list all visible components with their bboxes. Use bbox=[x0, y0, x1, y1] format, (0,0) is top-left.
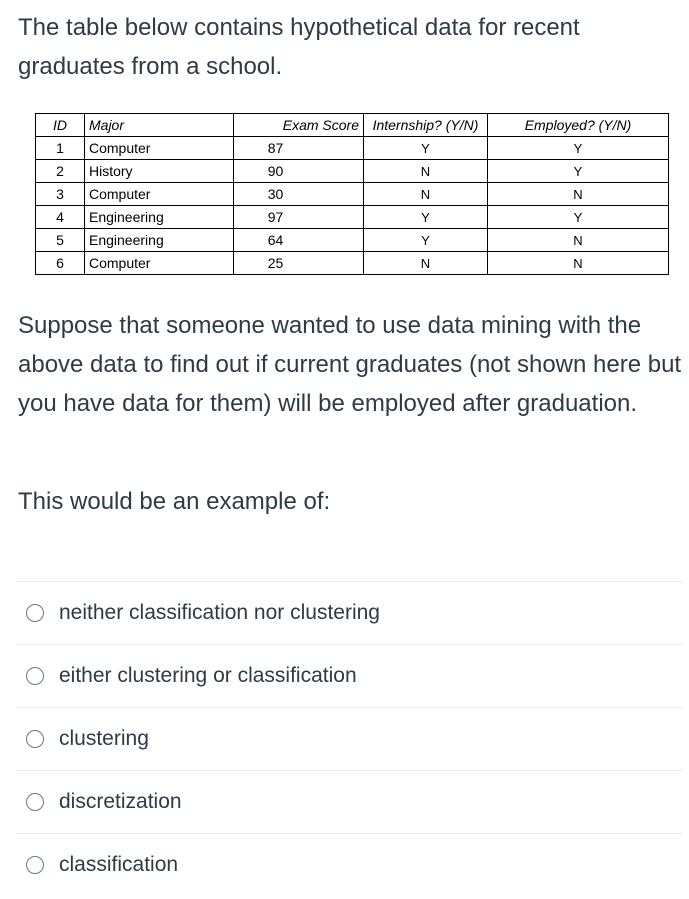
cell-internship: N bbox=[364, 160, 488, 183]
cell-exam-score: 97 bbox=[234, 206, 364, 229]
header-internship: Internship? (Y/N) bbox=[364, 114, 488, 137]
radio-button[interactable] bbox=[26, 667, 44, 685]
cell-employed: N bbox=[488, 252, 669, 275]
cell-major: Engineering bbox=[85, 229, 234, 252]
answer-label[interactable]: clustering bbox=[59, 727, 149, 750]
cell-internship: N bbox=[364, 252, 488, 275]
intro-text: The table below contains hypothetical data for recent graduates from a school. bbox=[18, 14, 580, 80]
table-row bbox=[36, 206, 669, 229]
cell-major: History bbox=[85, 160, 234, 183]
answer-option[interactable] bbox=[16, 644, 682, 707]
header-id: ID bbox=[36, 114, 85, 137]
cell-id: 1 bbox=[36, 137, 85, 160]
answer-option[interactable] bbox=[16, 770, 682, 833]
cell-employed: Y bbox=[488, 160, 669, 183]
cell-internship: Y bbox=[364, 206, 488, 229]
cell-internship: Y bbox=[364, 137, 488, 160]
table-row bbox=[36, 252, 669, 275]
cell-major: Computer bbox=[85, 137, 234, 160]
cell-major: Engineering bbox=[85, 206, 234, 229]
header-major: Major bbox=[85, 114, 234, 137]
cell-id: 2 bbox=[36, 160, 85, 183]
table-row bbox=[36, 229, 669, 252]
cell-id: 5 bbox=[36, 229, 85, 252]
header-exam-score: Exam Score bbox=[234, 114, 364, 137]
radio-button[interactable] bbox=[26, 856, 44, 874]
table-row bbox=[36, 160, 669, 183]
answer-option[interactable] bbox=[16, 833, 682, 896]
cell-major: Computer bbox=[85, 183, 234, 206]
graduates-table bbox=[35, 113, 669, 275]
cell-major: Computer bbox=[85, 252, 234, 275]
radio-button[interactable] bbox=[26, 793, 44, 811]
cell-exam-score: 30 bbox=[234, 183, 364, 206]
cell-id: 3 bbox=[36, 183, 85, 206]
answer-label[interactable]: classification bbox=[59, 853, 179, 876]
answer-label[interactable]: either clustering or classification bbox=[59, 664, 357, 687]
radio-button[interactable] bbox=[26, 730, 44, 748]
header-employed: Employed? (Y/N) bbox=[488, 114, 669, 137]
cell-internship: N bbox=[364, 183, 488, 206]
radio-button[interactable] bbox=[26, 604, 44, 622]
answer-option[interactable] bbox=[16, 581, 682, 644]
cell-exam-score: 90 bbox=[234, 160, 364, 183]
cell-employed: N bbox=[488, 183, 669, 206]
cell-employed: N bbox=[488, 229, 669, 252]
question-prompt: This would be an example of: bbox=[18, 488, 331, 515]
table-header-row bbox=[36, 114, 669, 137]
cell-id: 6 bbox=[36, 252, 85, 275]
question-text: Suppose that someone wanted to use data mining with the above data to find out if current graduates (not shown here but you have data for them) will be employed after graduation. bbox=[18, 312, 682, 417]
cell-exam-score: 64 bbox=[234, 229, 364, 252]
cell-id: 4 bbox=[36, 206, 85, 229]
cell-employed: Y bbox=[488, 137, 669, 160]
cell-exam-score: 87 bbox=[234, 137, 364, 160]
cell-employed: Y bbox=[488, 206, 669, 229]
answer-list bbox=[16, 581, 682, 896]
answer-label[interactable]: neither classification nor clustering bbox=[59, 601, 380, 624]
answer-label[interactable]: discretization bbox=[59, 790, 182, 813]
table-row bbox=[36, 137, 669, 160]
table-row bbox=[36, 183, 669, 206]
cell-internship: Y bbox=[364, 229, 488, 252]
answer-option[interactable] bbox=[16, 707, 682, 770]
cell-exam-score: 25 bbox=[234, 252, 364, 275]
